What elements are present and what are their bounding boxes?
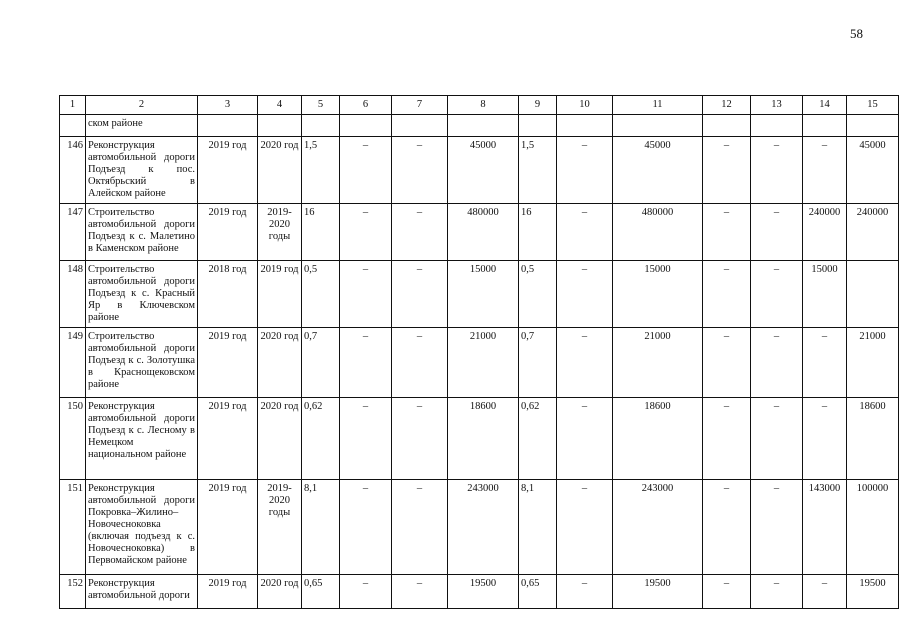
cell-col-6: –: [340, 328, 392, 398]
object-name: Реконструкция автомобильной дороги: [86, 575, 198, 609]
cell-col-15: 100000: [847, 480, 899, 575]
cell-col-12: –: [703, 398, 751, 480]
cell-col-5: 1,5: [302, 137, 340, 204]
cell-col-13: –: [751, 398, 803, 480]
cell-col-13: –: [751, 328, 803, 398]
cell-col-9: 0,7: [519, 328, 557, 398]
row-number: 152: [60, 575, 86, 609]
end-year: 2020 год: [258, 137, 302, 204]
cell-col-8: 15000: [448, 261, 519, 328]
table-row: [60, 480, 899, 575]
cell-col-8: 18600: [448, 398, 519, 480]
column-header-6: 6: [340, 96, 392, 115]
cell-col-13: –: [751, 137, 803, 204]
table-row: [60, 575, 899, 609]
cell-col-10: –: [557, 204, 613, 261]
cell-col-8: 45000: [448, 137, 519, 204]
cell-col-6: –: [340, 261, 392, 328]
column-header-9: 9: [519, 96, 557, 115]
start-year: 2019 год: [198, 328, 258, 398]
cell-col-7: –: [392, 398, 448, 480]
cell-col-12: –: [703, 575, 751, 609]
cell-col-13: –: [751, 261, 803, 328]
row-number: 151: [60, 480, 86, 575]
cell-col-6: –: [340, 575, 392, 609]
object-name: Строительство автомобильной дороги Подъезд к с. Малетино в Каменском районе: [86, 204, 198, 261]
cell-col-10: –: [557, 575, 613, 609]
end-year: 2020 год: [258, 398, 302, 480]
cell-col-15: 21000: [847, 328, 899, 398]
start-year: 2019 год: [198, 204, 258, 261]
end-year: 2019-2020 годы: [258, 204, 302, 261]
cell-col-14: 240000: [803, 204, 847, 261]
column-header-15: 15: [847, 96, 899, 115]
cell-col-15: [847, 261, 899, 328]
cell-col-10: –: [557, 328, 613, 398]
start-year: 2019 год: [198, 575, 258, 609]
cell-col-15: 240000: [847, 204, 899, 261]
cell-col-14: 15000: [803, 261, 847, 328]
start-year: 2019 год: [198, 398, 258, 480]
column-header-12: 12: [703, 96, 751, 115]
cell-col-6: –: [340, 204, 392, 261]
cell-col-10: –: [557, 261, 613, 328]
cell-col-14: 143000: [803, 480, 847, 575]
cell-col-6: –: [340, 398, 392, 480]
column-header-13: 13: [751, 96, 803, 115]
cell-col-12: –: [703, 261, 751, 328]
cell-col-8: 243000: [448, 480, 519, 575]
continuation-text: ском районе: [86, 115, 198, 137]
end-year: 2019 год: [258, 261, 302, 328]
cell-col-11: 15000: [613, 261, 703, 328]
cell-col-6: –: [340, 480, 392, 575]
cell-col-10: –: [557, 398, 613, 480]
cell-col-5: 16: [302, 204, 340, 261]
cell-col-11: 480000: [613, 204, 703, 261]
start-year: 2018 год: [198, 261, 258, 328]
cell-col-8: 19500: [448, 575, 519, 609]
cell-col-13: –: [751, 204, 803, 261]
column-header-1: 1: [60, 96, 86, 115]
cell-col-12: –: [703, 480, 751, 575]
row-number: 147: [60, 204, 86, 261]
cell-col-14: –: [803, 137, 847, 204]
table-row: [60, 261, 899, 328]
column-header-2: 2: [86, 96, 198, 115]
start-year: 2019 год: [198, 137, 258, 204]
data-table: [59, 95, 899, 609]
cell-col-9: 16: [519, 204, 557, 261]
cell-col-11: 19500: [613, 575, 703, 609]
cell-col-13: –: [751, 575, 803, 609]
cell-col-15: 18600: [847, 398, 899, 480]
column-header-3: 3: [198, 96, 258, 115]
start-year: 2019 год: [198, 480, 258, 575]
row-number: 146: [60, 137, 86, 204]
header-row: [60, 96, 899, 115]
row-number: 149: [60, 328, 86, 398]
cell-col-5: 0,5: [302, 261, 340, 328]
cell-col-15: 45000: [847, 137, 899, 204]
cell-col-15: 19500: [847, 575, 899, 609]
cell-col-12: –: [703, 204, 751, 261]
cell-col-11: 45000: [613, 137, 703, 204]
cell-col-5: 0,62: [302, 398, 340, 480]
cell-col-14: –: [803, 328, 847, 398]
cell-col-9: 8,1: [519, 480, 557, 575]
object-name: Реконструкция автомобильной дороги Покровка–Жилино–Новочесноковка (включая подъезд к с. Новочесноковка) в Первомайском районе: [86, 480, 198, 575]
cell-col-10: –: [557, 137, 613, 204]
cell-col-9: 1,5: [519, 137, 557, 204]
table-row: [60, 137, 899, 204]
cell-col-7: –: [392, 204, 448, 261]
object-name: Строительство автомобильной дороги Подъезд к с. Золотушка в Краснощековском районе: [86, 328, 198, 398]
column-header-5: 5: [302, 96, 340, 115]
cell-col-7: –: [392, 575, 448, 609]
table-row: [60, 204, 899, 261]
cell-col-12: –: [703, 137, 751, 204]
cell-col-11: 21000: [613, 328, 703, 398]
column-header-4: 4: [258, 96, 302, 115]
cell-col-8: 21000: [448, 328, 519, 398]
row-number: 148: [60, 261, 86, 328]
page-number: 58: [850, 26, 863, 41]
column-header-10: 10: [557, 96, 613, 115]
cell-col-12: –: [703, 328, 751, 398]
cell-col-8: 480000: [448, 204, 519, 261]
cell-col-7: –: [392, 328, 448, 398]
cell-col-7: –: [392, 137, 448, 204]
cell-col-9: 0,62: [519, 398, 557, 480]
object-name: Реконструкция автомобильной дороги Подъезд к с. Лесному в Немецком национальном районе: [86, 398, 198, 480]
continuation-row: [60, 115, 899, 137]
object-name: Строительство автомобильной дороги Подъезд к с. Красный Яр в Ключевском районе: [86, 261, 198, 328]
end-year: 2020 год: [258, 328, 302, 398]
cell-col-5: 8,1: [302, 480, 340, 575]
end-year: 2019-2020 годы: [258, 480, 302, 575]
cell-col-11: 18600: [613, 398, 703, 480]
cell-col-11: 243000: [613, 480, 703, 575]
object-name: Реконструкция автомобильной дороги Подъезд к пос. Октябрьский в Алейском районе: [86, 137, 198, 204]
cell-col-14: –: [803, 398, 847, 480]
column-header-14: 14: [803, 96, 847, 115]
end-year: 2020 год: [258, 575, 302, 609]
table-row: [60, 328, 899, 398]
cell-col-14: –: [803, 575, 847, 609]
cell-col-9: 0,5: [519, 261, 557, 328]
cell-col-9: 0,65: [519, 575, 557, 609]
cell-col-10: –: [557, 480, 613, 575]
cell-col-7: –: [392, 261, 448, 328]
table-row: [60, 398, 899, 480]
cell-col-5: 0,7: [302, 328, 340, 398]
column-header-7: 7: [392, 96, 448, 115]
cell-col-6: –: [340, 137, 392, 204]
column-header-8: 8: [448, 96, 519, 115]
column-header-11: 11: [613, 96, 703, 115]
cell-col-13: –: [751, 480, 803, 575]
cell-col-5: 0,65: [302, 575, 340, 609]
row-number: 150: [60, 398, 86, 480]
cell-col-7: –: [392, 480, 448, 575]
